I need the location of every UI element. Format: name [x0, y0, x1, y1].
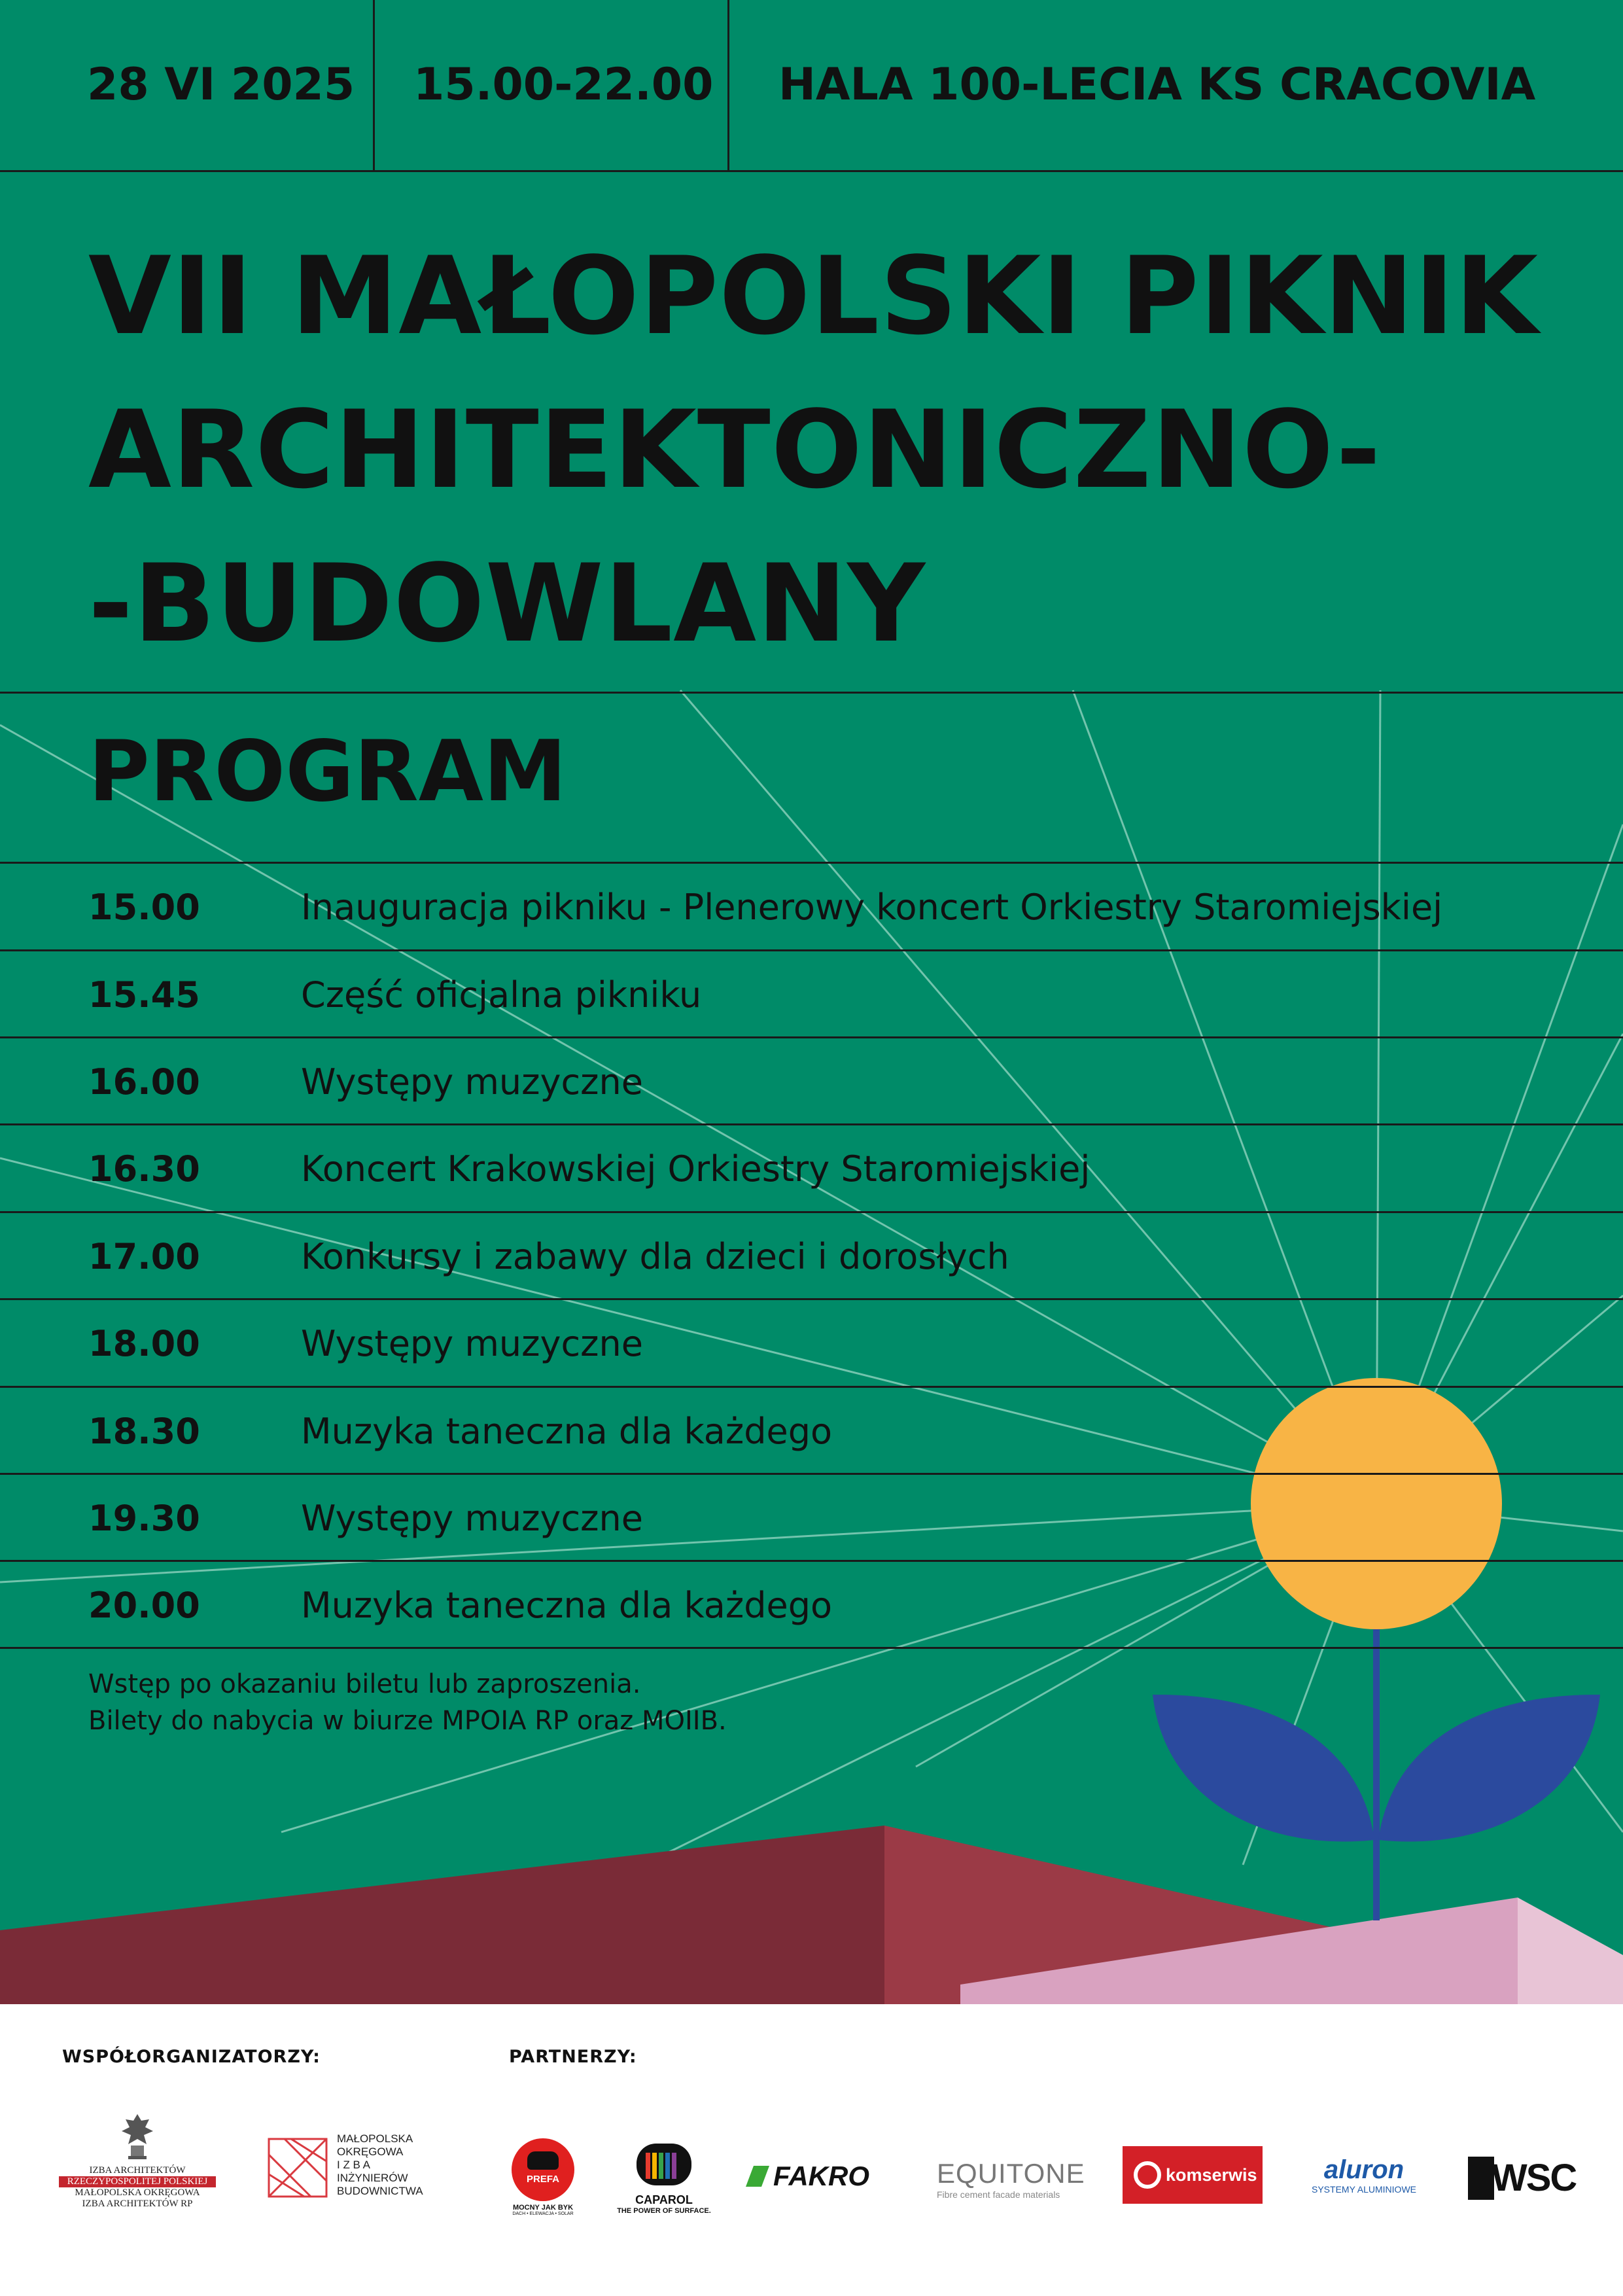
izba-architektow-line-4: IZBA ARCHITEKTÓW RP — [82, 2199, 193, 2209]
aluron-name: aluron — [1323, 2155, 1405, 2184]
event-hours: 15.00-22.00 — [413, 59, 714, 111]
program-row — [0, 1388, 1623, 1475]
caparol-name: CAPAROL — [635, 2193, 693, 2206]
page-title — [88, 219, 1539, 680]
header-bottom-line — [0, 170, 1623, 172]
program-time: 17.00 — [88, 1236, 200, 1277]
roof-light — [1518, 1898, 1623, 2004]
program-event: Występy muzyczne — [301, 1498, 643, 1539]
aluron-tagline: SYSTEMY ALUMINIOWE — [1312, 2184, 1416, 2195]
program-row — [0, 1125, 1623, 1212]
program-event: Występy muzyczne — [301, 1061, 643, 1103]
leaf-right — [1378, 1695, 1600, 1842]
ticket-notice — [88, 1666, 727, 1739]
program-row — [0, 1213, 1623, 1300]
prefa-sub: DACH • ELEWACJA • SOLAR — [512, 2212, 574, 2216]
caparol-logo — [612, 2138, 716, 2223]
izba-inzynierow-line-5: BUDOWNICTWA — [337, 2185, 423, 2197]
coorganizers-label: WSPÓŁORGANIZATORZY: — [62, 2047, 321, 2067]
program-time: 20.00 — [88, 1585, 200, 1626]
program-time: 15.45 — [88, 974, 200, 1016]
prefa-bull-icon — [512, 2138, 574, 2201]
prefa-logo — [504, 2138, 582, 2217]
row-divider — [0, 1647, 1623, 1649]
izba-inzynierow-line-1: MAŁOPOLSKA — [337, 2132, 413, 2145]
program-row — [0, 864, 1623, 951]
equitone-logo — [937, 2158, 1094, 2204]
notice-line-2: Bilety do nabycia w biurze MPOIA RP oraz MOIIB. — [88, 1706, 727, 1736]
prefa-name: PREFA — [526, 2174, 559, 2185]
izba-inzynierow-logo — [265, 2130, 422, 2208]
program-time: 16.00 — [88, 1061, 200, 1103]
izba-architektow-line-1: IZBA ARCHITEKTÓW — [89, 2165, 186, 2176]
komserwis-mark-icon — [1133, 2161, 1162, 2189]
izba-architektow-line-3: MAŁOPOLSKA OKRĘGOWA — [75, 2187, 200, 2198]
fakro-logo — [744, 2161, 901, 2193]
program-event: Inauguracja pikniku - Plenerowy koncert Orkiestry Staromiejskiej — [301, 887, 1443, 928]
event-date: 28 VI 2025 — [87, 59, 355, 111]
program-time: 18.30 — [88, 1411, 200, 1452]
fakro-mark-icon — [744, 2163, 771, 2189]
program-time: 15.00 — [88, 887, 200, 928]
equitone-name: EQUITONE — [937, 2158, 1085, 2189]
program-row — [0, 1475, 1623, 1562]
program-event: Muzyka taneczna dla każdego — [301, 1585, 833, 1626]
aluron-logo — [1302, 2155, 1426, 2201]
program-event: Występy muzyczne — [301, 1323, 643, 1364]
program-time: 18.00 — [88, 1323, 200, 1364]
program-row — [0, 1562, 1623, 1649]
header-divider-1 — [373, 0, 375, 171]
program-row — [0, 1300, 1623, 1387]
izba-architektow-line-2: RZECZYPOSPOLITEJ POLSKIEJ — [59, 2176, 216, 2187]
wsc-logo — [1468, 2157, 1577, 2200]
komserwis-name: komserwis — [1166, 2165, 1257, 2185]
leaf-left — [1153, 1695, 1374, 1842]
komserwis-logo — [1123, 2146, 1263, 2204]
fakro-name: FAKRO — [773, 2161, 869, 2191]
event-venue: HALA 100-LECIA KS CRACOVIA — [778, 59, 1536, 111]
program-row — [0, 951, 1623, 1038]
izba-inzynierow-line-4: INŻYNIERÓW — [337, 2172, 408, 2184]
roof-left — [0, 1826, 884, 2004]
title-line-2: ARCHITEKTONICZNO- — [88, 387, 1382, 512]
program-event: Muzyka taneczna dla każdego — [301, 1411, 833, 1452]
title-bottom-line — [0, 692, 1623, 694]
caparol-tagline: THE POWER OF SURFACE. — [617, 2207, 711, 2215]
program-time: 19.30 — [88, 1498, 200, 1539]
truss-emblem-icon — [265, 2135, 330, 2200]
header-divider-2 — [727, 0, 729, 171]
title-line-1: VII MAŁOPOLSKI PIKNIK — [88, 234, 1539, 359]
program-event: Konkursy i zabawy dla dzieci i dorosłych — [301, 1236, 1009, 1277]
equitone-tagline: Fibre cement facade materials — [937, 2189, 1060, 2200]
program-time: 16.30 — [88, 1148, 200, 1190]
title-line-3: -BUDOWLANY — [88, 541, 926, 666]
elephant-icon — [631, 2138, 697, 2191]
izba-architektow-logo — [59, 2110, 216, 2208]
wsc-mark-icon — [1468, 2157, 1494, 2200]
program-event: Część oficjalna pikniku — [301, 974, 702, 1016]
program-heading: PROGRAM — [88, 723, 567, 821]
partners-label: PARTNERZY: — [509, 2047, 637, 2067]
notice-line-1: Wstęp po okazaniu biletu lub zaproszenia. — [88, 1669, 641, 1699]
eagle-emblem-icon — [111, 2110, 164, 2163]
izba-inzynierow-line-3: I Z B A — [337, 2159, 371, 2171]
program-row — [0, 1038, 1623, 1125]
program-event: Koncert Krakowskiej Orkiestry Staromiejskiej — [301, 1148, 1091, 1190]
wsc-name: WSC — [1492, 2157, 1577, 2199]
izba-inzynierow-line-2: OKRĘGOWA — [337, 2146, 404, 2158]
prefa-tagline: MOCNY JAK BYK — [512, 2204, 574, 2212]
